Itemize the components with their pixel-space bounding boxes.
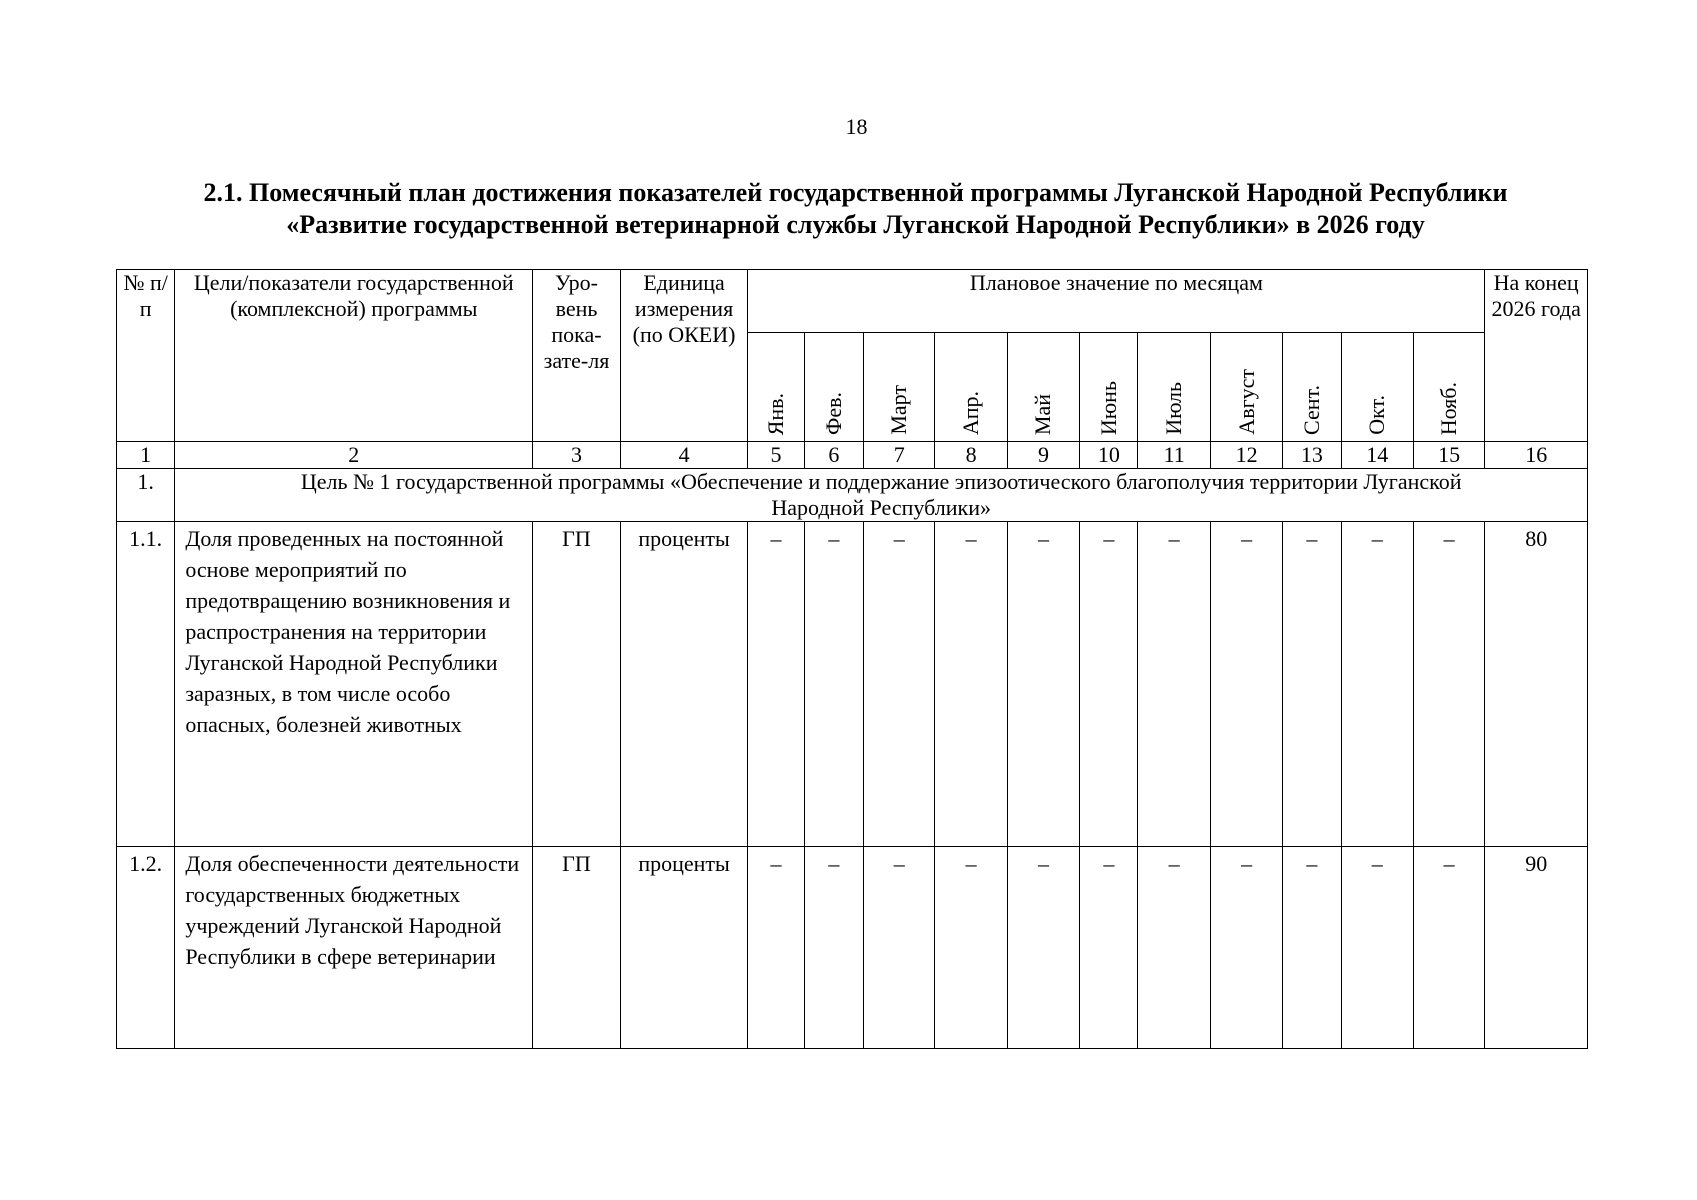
month-value: – xyxy=(804,522,863,847)
page-number: 18 xyxy=(845,114,868,139)
column-number: 7 xyxy=(864,442,935,469)
header-row-1 xyxy=(117,270,1588,333)
column-number: 10 xyxy=(1080,442,1138,469)
row-num: 1.1. xyxy=(117,522,175,847)
month-value: – xyxy=(1210,847,1282,1049)
column-number: 4 xyxy=(620,442,748,469)
month-header: Нояб. xyxy=(1413,333,1484,442)
month-header: Май xyxy=(1007,333,1079,442)
column-number: 5 xyxy=(748,442,804,469)
column-number: 3 xyxy=(533,442,620,469)
month-header: Июнь xyxy=(1080,333,1138,442)
month-value: – xyxy=(1210,522,1282,847)
month-value: – xyxy=(1138,847,1210,1049)
column-number: 16 xyxy=(1485,442,1588,469)
column-number: 6 xyxy=(804,442,863,469)
month-value: – xyxy=(1007,522,1079,847)
title-line-2: «Развитие государственной ветеринарной службы Луганской Народной Республики» в 2026 году xyxy=(286,210,1425,239)
month-value: – xyxy=(1080,847,1138,1049)
row-end-of-year: 80 xyxy=(1485,522,1588,847)
month-header: Окт. xyxy=(1341,333,1413,442)
column-number: 9 xyxy=(1007,442,1079,469)
table-row xyxy=(117,847,1588,1049)
column-numbers-row xyxy=(117,442,1588,469)
month-value: – xyxy=(1080,522,1138,847)
title-line-1: 2.1. Помесячный план достижения показателей государственной программы Луганской Народной Республики xyxy=(203,178,1508,207)
row-indicator-name: Доля проведенных на постоянной основе мероприятий по предотвращению возникновения и распространения на территории Луганской Народной Республики заразных, в том числе особо опасных, болезней животных xyxy=(175,522,533,847)
month-value: – xyxy=(1283,522,1341,847)
table-row xyxy=(117,522,1588,847)
month-value: – xyxy=(935,522,1007,847)
column-number: 14 xyxy=(1341,442,1413,469)
row-level: ГП xyxy=(533,847,620,1049)
row-num: 1.2. xyxy=(117,847,175,1049)
header-num: № п/п xyxy=(117,270,175,442)
month-value: – xyxy=(864,522,935,847)
row-level: ГП xyxy=(533,522,620,847)
document-title xyxy=(120,177,1591,241)
column-number: 8 xyxy=(935,442,1007,469)
month-value: – xyxy=(1341,522,1413,847)
column-number: 11 xyxy=(1138,442,1210,469)
monthly-plan-table xyxy=(116,269,1588,1049)
month-value: – xyxy=(1413,847,1484,1049)
month-value: – xyxy=(864,847,935,1049)
column-number: 1 xyxy=(117,442,175,469)
row-unit: проценты xyxy=(620,522,748,847)
month-value: – xyxy=(748,522,804,847)
month-header: Август xyxy=(1210,333,1282,442)
month-value: – xyxy=(1413,522,1484,847)
month-header: Апр. xyxy=(935,333,1007,442)
goal-row xyxy=(117,469,1588,522)
row-unit: проценты xyxy=(620,847,748,1049)
row-indicator-name: Доля обеспеченности деятельности государственных бюджетных учреждений Луганской Народной Республики в сфере ветеринарии xyxy=(175,847,533,1049)
month-value: – xyxy=(804,847,863,1049)
header-monthly: Плановое значение по месяцам xyxy=(748,270,1485,333)
column-number: 15 xyxy=(1413,442,1484,469)
column-number: 2 xyxy=(175,442,533,469)
row-end-of-year: 90 xyxy=(1485,847,1588,1049)
goal-text: Цель № 1 государственной программы «Обеспечение и поддержание эпизоотического благополучия территории Луганской Народной Республики» xyxy=(175,469,1588,522)
header-unit: Единица измерения (по ОКЕИ) xyxy=(620,270,748,442)
header-goals: Цели/показатели государственной (комплексной) программы xyxy=(175,270,533,442)
header-level: Уро-вень пока-зате-ля xyxy=(533,270,620,442)
month-header: Июль xyxy=(1138,333,1210,442)
month-header: Сент. xyxy=(1283,333,1341,442)
column-number: 12 xyxy=(1210,442,1282,469)
month-value: – xyxy=(1007,847,1079,1049)
month-header: Фев. xyxy=(804,333,863,442)
month-value: – xyxy=(748,847,804,1049)
month-value: – xyxy=(935,847,1007,1049)
month-value: – xyxy=(1283,847,1341,1049)
column-number: 13 xyxy=(1283,442,1341,469)
month-header: Март xyxy=(864,333,935,442)
goal-num: 1. xyxy=(117,469,175,522)
month-value: – xyxy=(1138,522,1210,847)
month-value: – xyxy=(1341,847,1413,1049)
month-header: Янв. xyxy=(748,333,804,442)
header-end-of-year: На конец 2026 года xyxy=(1485,270,1588,442)
